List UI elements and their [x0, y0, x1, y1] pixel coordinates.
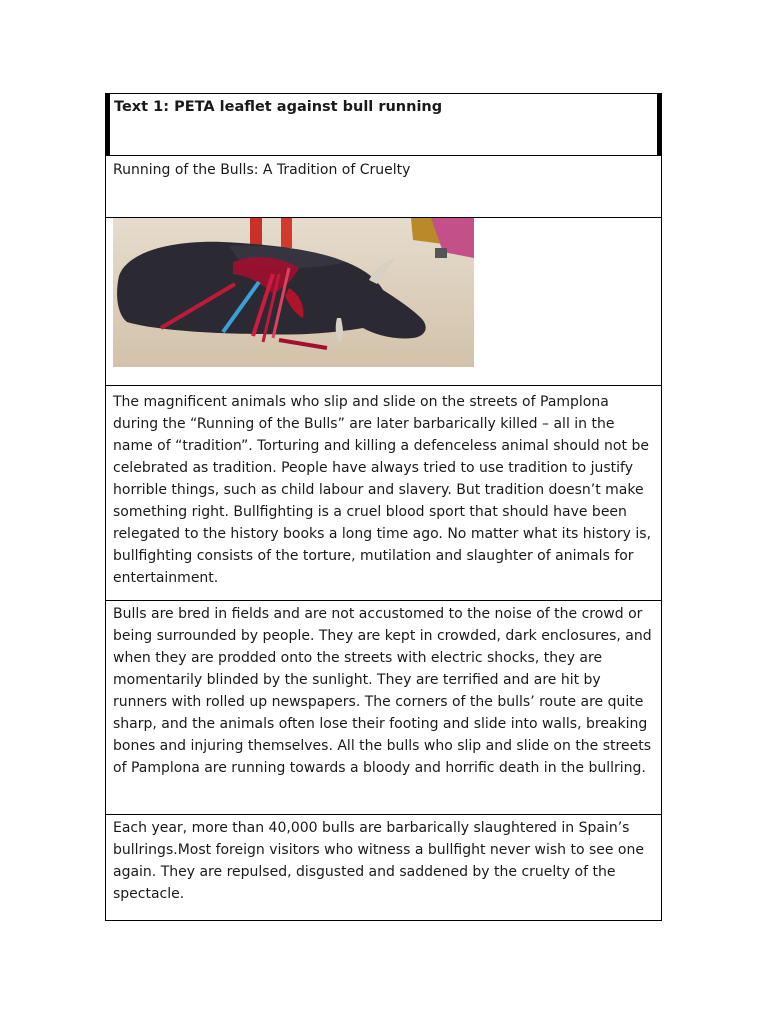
paragraph-3: Each year, more than 40,000 bulls are barbarically slaughtered in Spain’s bullrings.Most foreign visitors who witness a bullfight never wish to see one again. They are repulsed, disgusted and saddened by the cruelty of the spectacle.: [113, 820, 644, 902]
document-table: [105, 93, 662, 921]
paragraph-cell-1: [105, 386, 662, 601]
paragraph-1: The magnificent animals who slip and slide on the streets of Pamplona during the “Running of the Bulls” are later barbarically killed – all in the name of “tradition”. Torturing and killing a defenceless animal should not be celebrated as tradition. People have always tried to use tradition to justify horrible things, such as child labour and slavery. But tradition doesn’t make something right. Bullfighting is a cruel blood sport that should have been relegated to the history books a long time ago. No matter what its history is, bullfighting consists of the torture, mutilation and slaughter of animals for entertainment.: [113, 394, 652, 586]
subtitle-cell: [105, 156, 662, 218]
paragraph-cell-3: [105, 815, 662, 921]
document-title-cell: [105, 93, 662, 156]
bull-photo: [113, 218, 474, 367]
paragraph-2: Bulls are bred in fields and are not accustomed to the noise of the crowd or being surrounded by people. They are kept in crowded, dark enclosures, and when they are prodded onto the streets with electric shocks, they are momentarily blinded by the sunlight. They are terrified and are hit by runners with rolled up newspapers. The corners of the bulls’ route are quite sharp, and the animals often lose their footing and slide into walls, breaking bones and injuring themselves. All the bulls who slip and slide on the streets of Pamplona are running towards a bloody and horrific death in the bullring.: [113, 606, 652, 776]
paragraph-cell-2: [105, 601, 662, 815]
leaflet-subtitle: Running of the Bulls: A Tradition of Cruelty: [113, 162, 411, 178]
document-title: Text 1: PETA leaflet against bull running: [114, 99, 443, 115]
image-cell: [105, 218, 662, 386]
